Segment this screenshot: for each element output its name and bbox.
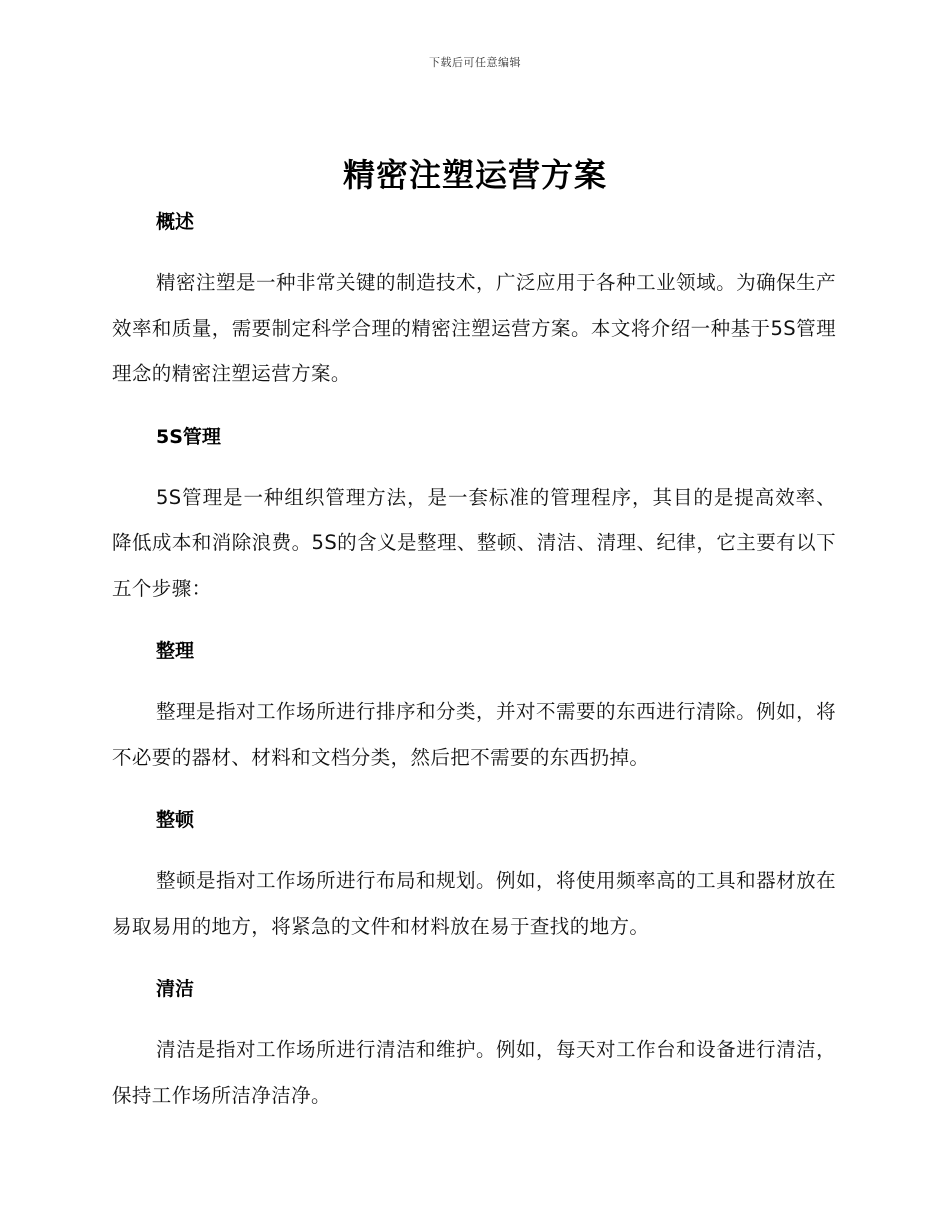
document-body — [112, 206, 836, 1118]
section-paragraph: 整顿是指对工作场所进行布局和规划。例如，将使用频率高的工具和器材放在易取易用的地方，将紧急的文件和材料放在易于查找的地方。 — [112, 869, 836, 938]
section-heading: 清洁 — [156, 978, 195, 1000]
section-heading: 概述 — [156, 211, 195, 233]
section-paragraph: 5S管理是一种组织管理方法，是一套标准的管理程序，其目的是提高效率、降低成本和消除浪费。5S的含义是整理、整顿、清洁、清理、纪律，它主要有以下五个步骤： — [112, 485, 836, 600]
section-overview — [112, 206, 836, 421]
section-5s — [112, 421, 836, 636]
section-paragraph: 清洁是指对工作场所进行清洁和维护。例如，每天对工作台和设备进行清洁，保持工作场所洁净洁净。 — [112, 1038, 836, 1107]
section-set-in-order — [112, 804, 836, 973]
section-paragraph: 精密注塑是一种非常关键的制造技术，广泛应用于各种工业领域。为确保生产效率和质量，需要制定科学合理的精密注塑运营方案。本文将介绍一种基于5S管理理念的精密注塑运营方案。 — [112, 271, 836, 385]
section-sort — [112, 635, 836, 804]
section-heading: 整顿 — [156, 809, 195, 831]
document-title: 精密注塑运营方案 — [342, 156, 607, 194]
section-heading: 整理 — [156, 640, 195, 662]
section-shine — [112, 973, 836, 1118]
section-paragraph: 整理是指对工作场所进行排序和分类，并对不需要的东西进行清除。例如，将不必要的器材、材料和文档分类，然后把不需要的东西扔掉。 — [112, 700, 836, 769]
header-note: 下载后可任意编辑 — [429, 56, 521, 69]
section-heading: 5S管理 — [156, 425, 221, 448]
